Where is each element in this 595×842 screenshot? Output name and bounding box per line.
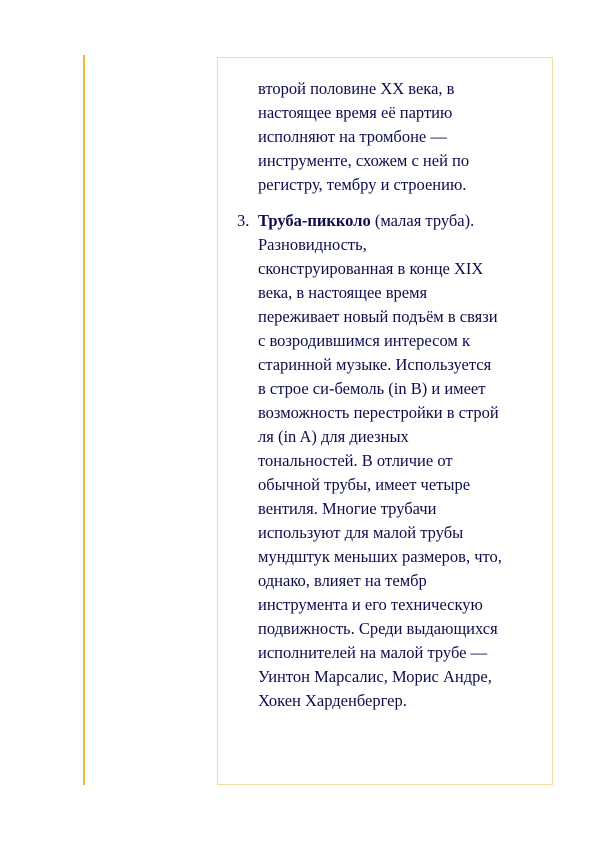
text-line: мундштук меньших размеров, что, xyxy=(258,547,502,566)
text-line: Хокен Харденбергер. xyxy=(258,691,407,710)
text-line: сконструированная в конце XIX xyxy=(258,259,484,278)
text-line: исполнителей на малой трубе — xyxy=(258,643,488,662)
text-line: настоящее время её партию xyxy=(258,103,453,122)
term-description: (малая труба). xyxy=(370,211,475,230)
text-line: старинной музыке. Используется xyxy=(258,355,492,374)
text-line: тональностей. В отличие от xyxy=(258,451,453,470)
text-line xyxy=(258,209,550,233)
text-line: обычной трубы, имеет четыре xyxy=(258,475,471,494)
text-line: Уинтон Марсалис, Морис Андре, xyxy=(258,667,492,686)
list-item-piccolo-trumpet xyxy=(237,209,550,713)
text-line: исполняют на тромбоне — xyxy=(258,127,447,146)
text-line: возможность перестройки в строй xyxy=(258,403,499,422)
text-line: ля (in A) для диезных xyxy=(258,427,409,446)
text-line: переживает новый подъём в связи xyxy=(258,307,498,326)
text-line: инструмента и его техническую xyxy=(258,595,483,614)
list-item-number: 3. xyxy=(237,211,250,230)
term-heading: Труба-пикколо xyxy=(258,211,371,230)
text-line: вентиля. Многие трубачи xyxy=(258,499,437,518)
text-line: второй половине XX века, в xyxy=(258,79,455,98)
text-line: Разновидность, xyxy=(258,235,367,254)
intro-paragraph xyxy=(258,77,550,197)
left-accent-rule xyxy=(83,55,85,785)
page-content xyxy=(237,77,550,713)
text-line: в строе си-бемоль (in B) и имеет xyxy=(258,379,486,398)
text-line: века, в настоящее время xyxy=(258,283,428,302)
text-line: однако, влияет на тембр xyxy=(258,571,427,590)
text-line: используют для малой трубы xyxy=(258,523,464,542)
text-line: инструменте, схожем с ней по xyxy=(258,151,470,170)
text-line: с возродившимся интересом к xyxy=(258,331,470,350)
text-line: регистру, тембру и строению. xyxy=(258,175,467,194)
text-line: подвижность. Среди выдающихся xyxy=(258,619,498,638)
